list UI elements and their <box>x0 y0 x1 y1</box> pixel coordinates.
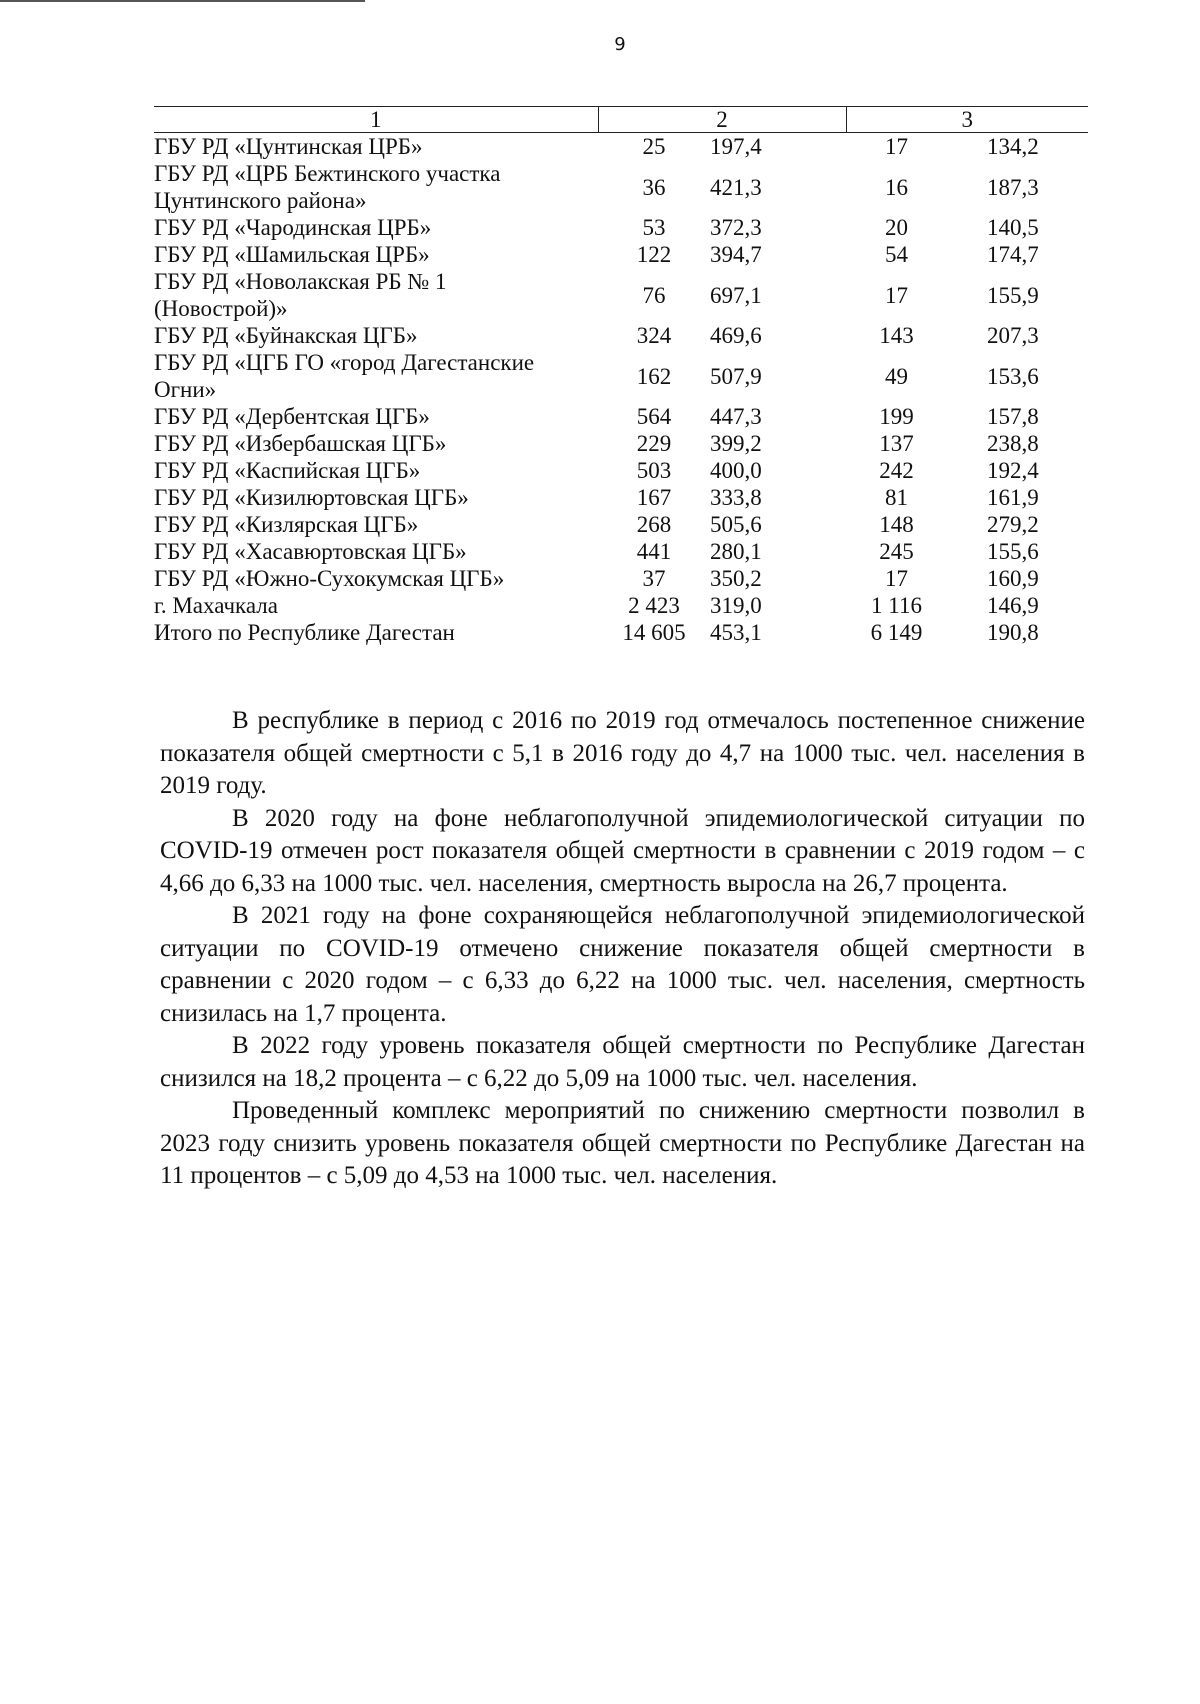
value-cell: 197,4 <box>710 134 762 159</box>
value-cell: 49 <box>885 363 908 389</box>
institution-name: г. Махачкала <box>154 593 278 618</box>
table-row <box>154 349 1088 403</box>
value-cell: 1 116 <box>871 593 922 618</box>
value-cell: 36 <box>642 174 666 200</box>
paragraph: В республике в период с 2016 по 2019 год отмечалось постепенное снижение показателя общей смертности с 5,1 в 2016 году до 4,7 на 1000 тыс. чел. населения в 2019 году. <box>160 707 1085 799</box>
value-cell: 143 <box>879 323 914 348</box>
table-row <box>154 160 1088 214</box>
value-cell: 146,9 <box>987 593 1039 618</box>
value-cell: 16 <box>885 174 908 200</box>
value-cell: 507,9 <box>710 363 762 389</box>
table-row <box>154 403 1088 430</box>
institution-name: ГБУ РД «Буйнакская ЦГБ» <box>154 323 418 348</box>
value-cell: 174,7 <box>987 242 1039 267</box>
table-row <box>154 565 1088 592</box>
table-header-cell: 1 <box>154 107 598 133</box>
table-row <box>154 457 1088 484</box>
value-cell: 199 <box>879 404 914 429</box>
value-cell: 2 423 <box>628 593 680 618</box>
value-cell: 453,1 <box>710 620 762 645</box>
value-cell: 76 <box>642 282 666 308</box>
value-cell: 155,9 <box>987 282 1039 308</box>
top-rule <box>0 0 365 2</box>
page-number: 9 <box>614 34 626 55</box>
institution-name: ГБУ РД «Южно-Сухокумская ЦГБ» <box>154 566 505 591</box>
paragraph: В 2020 году на фоне неблагополучной эпидемиологической ситуации по COVID-19 отмечен рост показателя общей смертности в сравнении с 2019 годом – с 4,66 до 6,33 на 1000 тыс. чел. населения, смертность выросла на 26,7 процента. <box>160 804 1085 897</box>
paragraph: Проведенный комплекс мероприятий по снижению смертности позволил в 2023 году снизить уровень показателя общей смертности по Республике Дагестан на 11 процентов – с 5,09 до 4,53 на 1000 тыс. чел. населения. <box>160 1097 1085 1189</box>
institution-name: ГБУ РД «Кизилюртовская ЦГБ» <box>154 485 469 510</box>
value-cell: 17 <box>885 282 908 308</box>
value-cell: 350,2 <box>710 566 762 591</box>
table-row <box>154 214 1088 241</box>
value-cell: 14 605 <box>622 620 686 645</box>
value-cell: 17 <box>885 566 908 591</box>
table-row <box>154 268 1088 322</box>
value-cell: 122 <box>636 242 672 267</box>
institution-name: ГБУ РД «Цунтинская ЦРБ» <box>154 134 423 159</box>
value-cell: 280,1 <box>710 539 762 564</box>
table-row <box>154 538 1088 565</box>
value-cell: 160,9 <box>987 566 1039 591</box>
mortality-table <box>154 106 1088 646</box>
table-row <box>154 241 1088 268</box>
table-header-cell: 3 <box>846 107 1088 133</box>
table-row <box>154 322 1088 349</box>
value-cell: 155,6 <box>987 539 1039 564</box>
paragraph: В 2021 году на фоне сохраняющейся неблагополучной эпидемиологической ситуации по COVID-19 отмечено снижение показателя общей смертности в сравнении с 2020 годом – с 6,33 до 6,22 на 1000 тыс. чел. населения, смертность снизилась на 1,7 процента. <box>160 902 1085 1027</box>
table-row <box>154 511 1088 538</box>
value-cell: 6 149 <box>870 620 923 645</box>
value-cell: 242 <box>879 458 914 483</box>
institution-name: ГБУ РД «Каспийская ЦГБ» <box>154 458 421 483</box>
value-cell: 400,0 <box>710 458 762 483</box>
value-cell: 161,9 <box>987 485 1039 510</box>
value-cell: 137 <box>879 431 914 456</box>
value-cell: 279,2 <box>987 512 1039 537</box>
institution-name: ГБУ РД «Шамильская ЦРБ» <box>154 242 430 267</box>
table-header-cell: 2 <box>598 107 846 133</box>
value-cell: 503 <box>636 458 672 483</box>
value-cell: 187,3 <box>987 174 1039 200</box>
value-cell: 162 <box>636 363 672 389</box>
institution-name: ГБУ РД «Дербентская ЦГБ» <box>154 404 430 429</box>
value-cell: 319,0 <box>710 593 762 618</box>
value-cell: 20 <box>885 215 908 240</box>
value-cell: 505,6 <box>710 512 762 537</box>
value-cell: 153,6 <box>987 363 1039 389</box>
institution-name: Итого по Республике Дагестан <box>154 620 455 645</box>
value-cell: 192,4 <box>987 458 1039 483</box>
value-cell: 564 <box>636 404 672 429</box>
value-cell: 394,7 <box>710 242 762 267</box>
value-cell: 37 <box>642 566 666 591</box>
institution-name: ГБУ РД «ЦГБ ГО «город Дагестанские Огни» <box>154 350 535 402</box>
value-cell: 157,8 <box>987 404 1039 429</box>
value-cell: 81 <box>885 485 908 510</box>
value-cell: 25 <box>642 134 666 159</box>
institution-name: ГБУ РД «Избербашская ЦГБ» <box>154 431 447 456</box>
value-cell: 372,3 <box>710 215 762 240</box>
value-cell: 447,3 <box>710 404 762 429</box>
value-cell: 324 <box>636 323 672 348</box>
table-row-total <box>154 619 1088 646</box>
table-header-row <box>154 107 1088 133</box>
value-cell: 140,5 <box>987 215 1039 240</box>
institution-name: ГБУ РД «ЦРБ Бежтинского участка Цунтинского района» <box>154 161 501 213</box>
institution-name: ГБУ РД «Кизлярская ЦГБ» <box>154 512 419 537</box>
table-row <box>154 484 1088 511</box>
value-cell: 245 <box>879 539 914 564</box>
value-cell: 167 <box>636 485 672 510</box>
value-cell: 333,8 <box>710 485 762 510</box>
value-cell: 421,3 <box>710 174 762 200</box>
institution-name: ГБУ РД «Хасавюртовская ЦГБ» <box>154 539 467 564</box>
table-row <box>154 133 1088 161</box>
value-cell: 268 <box>636 512 672 537</box>
value-cell: 399,2 <box>710 431 762 456</box>
value-cell: 134,2 <box>987 134 1039 159</box>
value-cell: 229 <box>636 431 672 456</box>
institution-name: ГБУ РД «Новолакская РБ № 1 (Новострой)» <box>154 269 447 321</box>
value-cell: 54 <box>885 242 908 267</box>
value-cell: 469,6 <box>710 323 762 348</box>
value-cell: 697,1 <box>710 282 762 308</box>
value-cell: 238,8 <box>987 431 1039 456</box>
value-cell: 207,3 <box>987 323 1039 348</box>
value-cell: 17 <box>885 134 908 159</box>
value-cell: 53 <box>642 215 666 240</box>
table-body <box>154 133 1088 647</box>
table-row <box>154 592 1088 619</box>
value-cell: 190,8 <box>987 620 1039 645</box>
table-row <box>154 430 1088 457</box>
paragraph: В 2022 году уровень показателя общей смертности по Республике Дагестан снизился на 18,2 процента – с 6,22 до 5,09 на 1000 тыс. чел. населения. <box>160 1032 1085 1092</box>
value-cell: 148 <box>879 512 914 537</box>
institution-name: ГБУ РД «Чародинская ЦРБ» <box>154 215 432 240</box>
body-text <box>160 705 1085 1193</box>
value-cell: 441 <box>636 539 672 564</box>
